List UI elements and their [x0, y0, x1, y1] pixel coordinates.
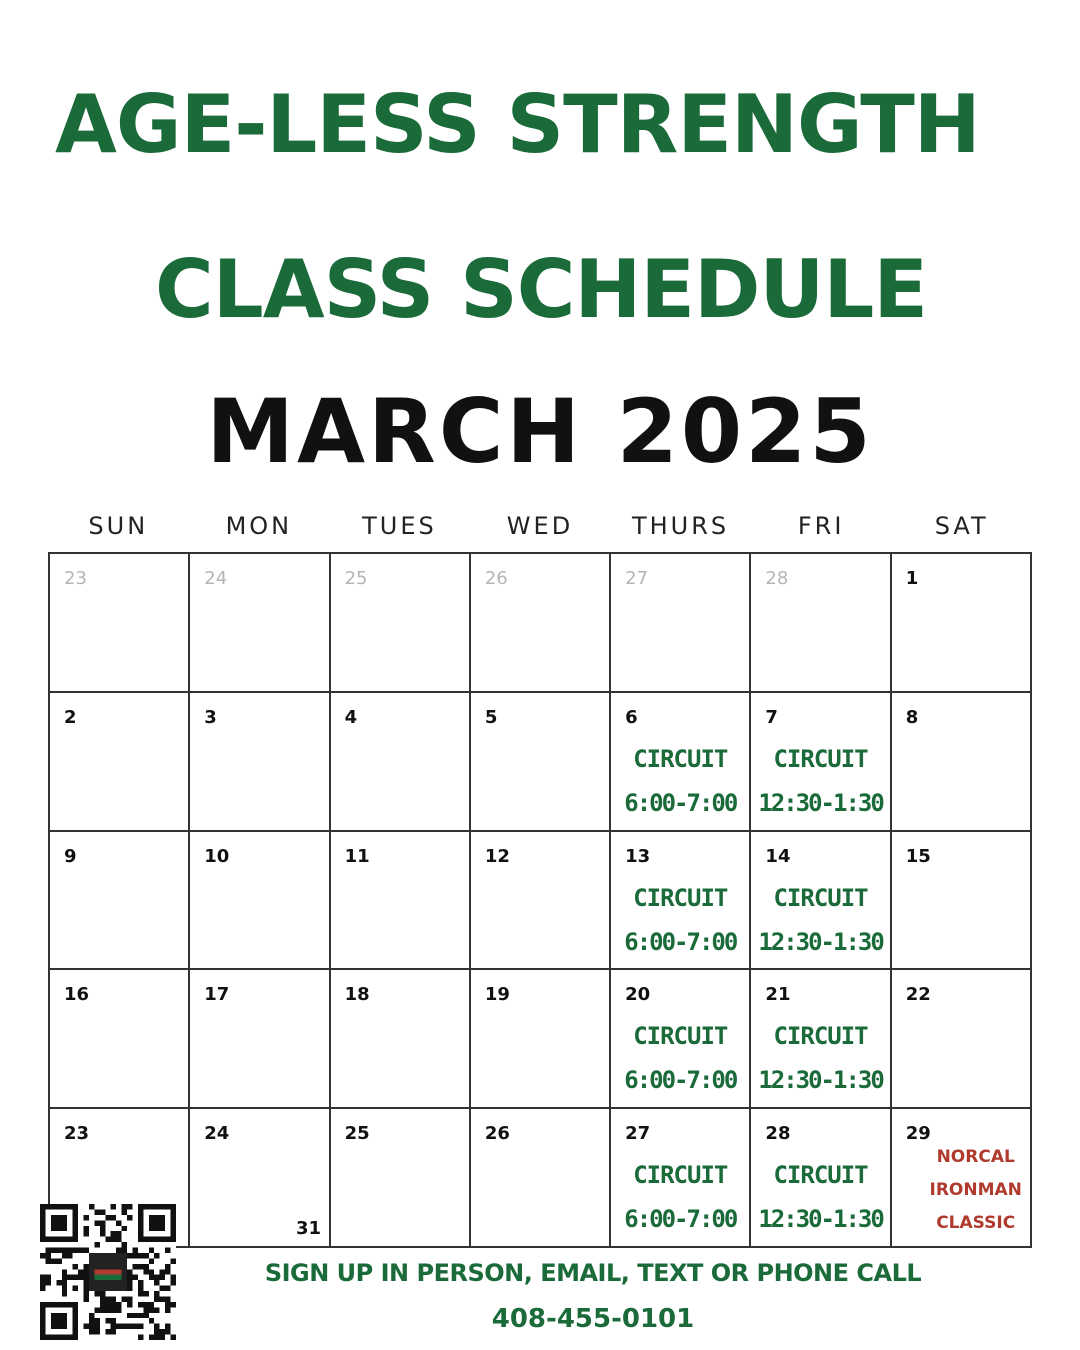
class-time: 6:00-7:00	[624, 1205, 737, 1234]
calendar-day-cell[interactable]	[331, 832, 471, 971]
title-line-2: CLASS SCHEDULE	[155, 243, 928, 336]
calendar-day-cell[interactable]	[892, 1109, 1032, 1248]
calendar-day-cell[interactable]	[611, 832, 751, 971]
weekday-label: WED	[506, 512, 574, 540]
day-number: 15	[905, 845, 931, 867]
weekday-label: SUN	[88, 512, 149, 540]
calendar-day-cell[interactable]	[892, 970, 1032, 1109]
calendar-day-cell[interactable]	[331, 693, 471, 832]
calendar-day-cell[interactable]	[331, 554, 471, 693]
day-number: 26	[484, 1123, 510, 1145]
weekday-label: TUES	[362, 512, 437, 540]
class-event	[611, 1014, 749, 1102]
day-number: 18	[344, 984, 370, 1006]
class-event	[611, 876, 749, 964]
calendar-day-cell[interactable]	[892, 693, 1032, 832]
class-time: 6:00-7:00	[624, 927, 737, 956]
calendar-day-cell[interactable]	[190, 554, 330, 693]
calendar-day-cell[interactable]	[611, 693, 751, 832]
class-time: 12:30-1:30	[758, 1205, 883, 1234]
calendar-day-cell[interactable]	[892, 554, 1032, 693]
day-number: 16	[64, 984, 90, 1006]
day-number: 9	[64, 845, 77, 867]
day-number: 17	[204, 984, 230, 1006]
day-number: 8	[905, 706, 919, 728]
class-name: CIRCUIT	[633, 883, 728, 912]
class-name: CIRCUIT	[773, 883, 868, 912]
calendar-day-cell[interactable]	[471, 970, 611, 1109]
weekday-header	[48, 512, 1032, 540]
day-number: 29	[905, 1123, 931, 1145]
day-number: 7	[765, 706, 778, 728]
class-time: 6:00-7:00	[624, 788, 737, 817]
day-number: 2	[64, 706, 77, 728]
day-number: 6	[625, 706, 638, 728]
class-time: 12:30-1:30	[758, 1066, 883, 1095]
class-name: CIRCUIT	[633, 1022, 728, 1051]
calendar-day-cell[interactable]	[190, 970, 330, 1109]
special-event-line: CLASSIC	[936, 1213, 1016, 1234]
class-time: 6:00-7:00	[624, 1066, 737, 1095]
day-number: 14	[765, 845, 791, 867]
calendar-day-cell[interactable]	[50, 554, 190, 693]
calendar-day-cell[interactable]	[751, 693, 891, 832]
calendar-day-cell[interactable]	[751, 1109, 891, 1248]
day-number: 10	[204, 845, 230, 867]
class-name: CIRCUIT	[773, 1161, 868, 1190]
special-event	[926, 1141, 1026, 1240]
title-line-1: AGE-LESS STRENGTH	[55, 78, 980, 171]
day-number: 22	[905, 984, 931, 1006]
day-number: 24	[204, 1123, 230, 1145]
day-number: 23	[64, 568, 87, 589]
day-number: 27	[625, 568, 649, 589]
special-event-line: IRONMAN	[929, 1180, 1022, 1201]
signup-info	[200, 1256, 986, 1336]
class-name: CIRCUIT	[633, 1161, 728, 1190]
weekday-label: FRI	[797, 512, 845, 540]
day-number: 12	[484, 845, 510, 867]
signup-text: SIGN UP IN PERSON, EMAIL, TEXT OR PHONE CALL	[264, 1259, 922, 1287]
day-number: 20	[625, 984, 651, 1006]
calendar-day-cell[interactable]	[892, 832, 1032, 971]
calendar-day-cell[interactable]	[611, 554, 751, 693]
calendar-day-cell[interactable]	[471, 1109, 611, 1248]
calendar-day-cell[interactable]	[50, 693, 190, 832]
day-number: 27	[625, 1123, 651, 1145]
day-number: 28	[765, 1123, 791, 1145]
calendar-day-cell[interactable]	[331, 1109, 471, 1248]
day-number: 3	[204, 706, 217, 728]
day-number: 23	[64, 1123, 90, 1145]
special-event-line: NORCAL	[936, 1147, 1015, 1168]
class-event	[751, 876, 889, 964]
class-name: CIRCUIT	[633, 744, 728, 773]
day-number: 11	[344, 845, 370, 867]
weekday-label: MON	[225, 512, 293, 540]
day-number: 21	[765, 984, 791, 1006]
day-number: 4	[344, 706, 358, 728]
day-number: 28	[765, 568, 789, 589]
calendar-day-cell[interactable]	[751, 832, 891, 971]
day-number: 24	[204, 568, 228, 589]
calendar-day-cell[interactable]	[751, 970, 891, 1109]
class-event	[751, 1153, 889, 1241]
calendar-day-cell[interactable]	[471, 693, 611, 832]
calendar-day-cell[interactable]	[190, 693, 330, 832]
calendar-day-cell[interactable]	[50, 970, 190, 1109]
qr-code-icon[interactable]	[40, 1204, 176, 1340]
calendar-day-cell[interactable]	[190, 832, 330, 971]
class-event	[611, 737, 749, 825]
day-number: 1	[905, 568, 919, 589]
class-time: 12:30-1:30	[758, 927, 883, 956]
class-event	[751, 1014, 889, 1102]
day-number: 19	[484, 984, 510, 1006]
month-heading: MARCH 2025	[206, 380, 874, 483]
day-number: 26	[484, 568, 508, 589]
calendar-day-cell[interactable]	[751, 554, 891, 693]
calendar-day-cell[interactable]	[471, 832, 611, 971]
weekday-label: THURS	[631, 512, 730, 540]
day-31: 31	[296, 1218, 322, 1239]
calendar-day-cell[interactable]	[331, 970, 471, 1109]
day-number: 25	[344, 1123, 370, 1145]
calendar-grid	[48, 552, 1032, 1248]
calendar-day-cell[interactable]	[611, 970, 751, 1109]
weekday-label: SAT	[934, 512, 989, 540]
class-name: CIRCUIT	[773, 1022, 868, 1051]
calendar-day-cell[interactable]	[471, 554, 611, 693]
class-event	[751, 737, 889, 825]
class-time: 12:30-1:30	[758, 788, 883, 817]
day-number: 5	[484, 706, 498, 728]
phone-number[interactable]: 408-455-0101	[491, 1304, 695, 1334]
day-number: 25	[344, 568, 368, 589]
class-name: CIRCUIT	[773, 744, 868, 773]
day-number: 13	[625, 845, 651, 867]
calendar-day-cell[interactable]	[611, 1109, 751, 1248]
calendar-day-cell[interactable]	[50, 832, 190, 971]
class-event	[611, 1153, 749, 1241]
